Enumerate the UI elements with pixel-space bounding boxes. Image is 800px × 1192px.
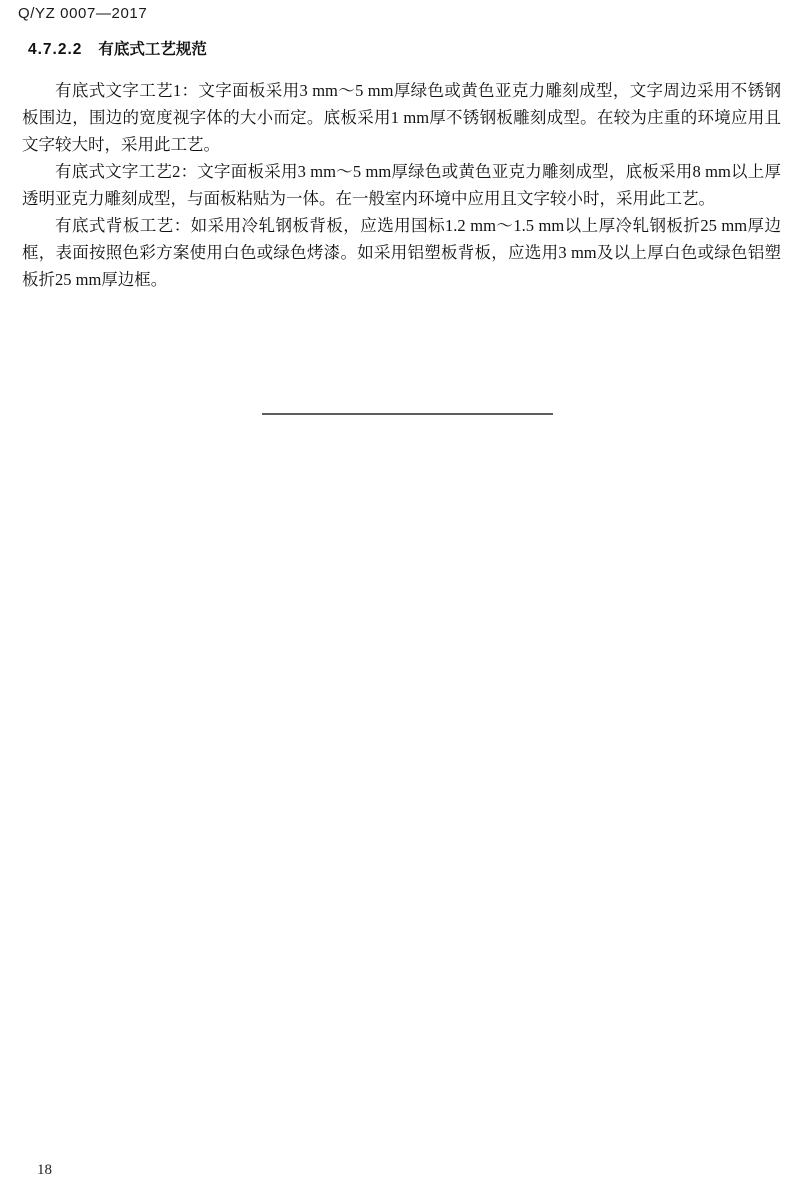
paragraph-craft-1: 有底式文字工艺1：文字面板采用3 mm～5 mm厚绿色或黄色亚克力雕刻成型，文字周边采用不锈钢板围边，围边的宽度视字体的大小而定。底板采用1 mm厚不锈钢板雕刻成型。在较为庄重的环境应用且文字较大时，采用此工艺。: [22, 81, 781, 154]
section-number: 4.7.2.2: [28, 41, 83, 58]
paragraph-craft-2: 有底式文字工艺2：文字面板采用3 mm～5 mm厚绿色或黄色亚克力雕刻成型，底板采用8 mm以上厚透明亚克力雕刻成型，与面板粘贴为一体。在一般室内环境中应用且文字较小时，采用此工艺。: [22, 162, 781, 208]
page-number: 18: [37, 1162, 52, 1178]
document-code-header: Q/YZ 0007—2017: [18, 5, 148, 22]
paragraph-backboard-craft: 有底式背板工艺：如采用冷轧钢板背板，应选用国标1.2 mm～1.5 mm以上厚冷轧钢板折25 mm厚边框，表面按照色彩方案使用白色或绿色烤漆。如采用铝塑板背板，应选用3 mm及以上厚白色或绿色铝塑板折25 mm厚边框。: [22, 216, 781, 289]
section-divider-line: [262, 413, 553, 415]
body-text: [22, 77, 781, 293]
section-title: 有底式工艺规范: [98, 41, 207, 58]
section-heading: [28, 37, 207, 59]
